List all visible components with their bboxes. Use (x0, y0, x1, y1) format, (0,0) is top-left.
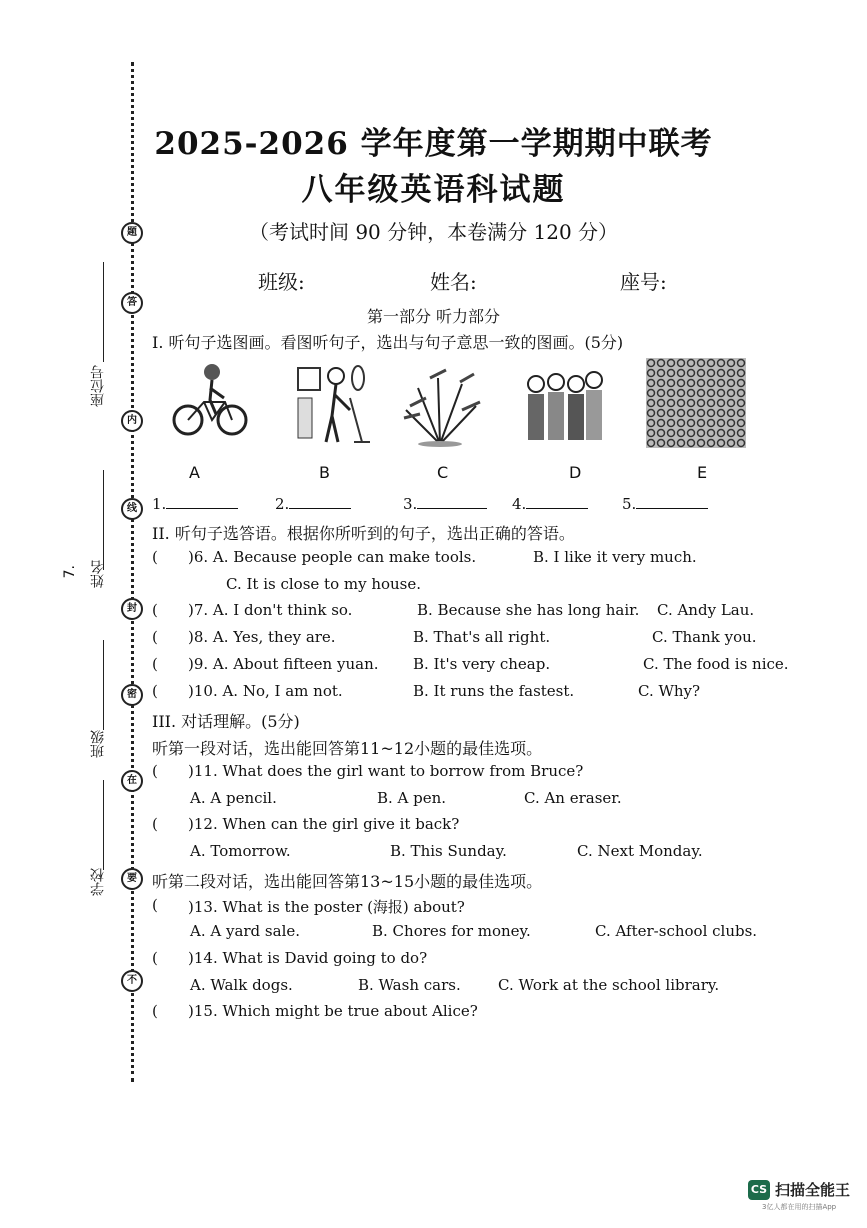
q9-option-c: C. The food is nice. (643, 655, 789, 673)
q7-option-a: )7. A. I don't think so. (188, 601, 353, 619)
paren-q6[interactable]: ( (152, 548, 158, 566)
seal-char: 答 (121, 292, 143, 314)
q14-option-a: A. Walk dogs. (190, 976, 293, 994)
q6-option-b: B. I like it very much. (533, 548, 697, 566)
paren-q15[interactable]: ( (152, 1002, 158, 1020)
school-line (103, 780, 104, 870)
q11-option-c: C. An eraser. (524, 789, 622, 807)
paren-q8[interactable]: ( (152, 628, 158, 646)
section3-title: III. 对话理解。(5分) (152, 712, 300, 731)
q13-question: )13. What is the poster (海报) about? (188, 898, 465, 916)
q14-question: )14. What is David going to do? (188, 949, 428, 967)
q6-option-a: )6. A. Because people can make tools. (188, 548, 477, 566)
class-line (103, 640, 104, 730)
picture-letter: B (319, 463, 330, 482)
q8-option-c: C. Thank you. (652, 628, 757, 646)
seal-char: 在 (121, 770, 143, 792)
q9-option-a: )9. A. About fifteen yuan. (188, 655, 379, 673)
scanner-logo-icon: CS (748, 1180, 770, 1200)
exam-title: 2025-2026 学年度第一学期期中联考 (154, 126, 713, 162)
seal-char: 不 (121, 970, 143, 992)
seat-field-label: 座号: (620, 270, 667, 294)
scanner-app-name: 扫描全能王 (775, 1181, 851, 1199)
section2-title: II. 听句子选答语。根据你所听到的句子，选出正确的答语。 (152, 524, 575, 543)
group-of-people-icon (524, 358, 606, 448)
q15-question: )15. Which might be true about Alice? (188, 1002, 478, 1020)
bamboo-plant-icon (400, 358, 482, 448)
seat-number-label: 座位号 (90, 365, 106, 407)
paren-q11[interactable]: ( (152, 762, 158, 780)
picture-letter: A (189, 463, 200, 482)
q11-question: )11. What does the girl want to borrow from Bruce? (188, 762, 584, 780)
class-label-vertical: 班级 (90, 730, 106, 758)
number-mark: 7. (62, 565, 78, 579)
paren-q14[interactable]: ( (152, 949, 158, 967)
q7-option-b: B. Because she has long hair. (417, 601, 640, 619)
q8-option-b: B. That's all right. (413, 628, 551, 646)
exam-subject-title: 八年级英语科试题 (301, 172, 566, 208)
q12-option-a: A. Tomorrow. (190, 842, 291, 860)
paren-q10[interactable]: ( (152, 682, 158, 700)
school-label: 学校 (90, 868, 106, 896)
sweeping-person-icon (292, 358, 370, 448)
name-line (103, 470, 104, 570)
seal-char: 题 (121, 222, 143, 244)
seal-char: 线 (121, 498, 143, 520)
seal-char: 封 (121, 598, 143, 620)
scanner-tagline: 3亿人都在用的扫描App (762, 1203, 837, 1211)
q13-option-c: C. After-school clubs. (595, 922, 758, 940)
q13-option-a: A. A yard sale. (190, 922, 301, 940)
q7-option-c: C. Andy Lau. (657, 601, 755, 619)
paren-q12[interactable]: ( (152, 815, 158, 833)
answer-blank-5[interactable]: 5. (622, 494, 708, 513)
q14-option-c: C. Work at the school library. (498, 976, 720, 994)
q11-option-b: B. A pen. (377, 789, 447, 807)
name-field-label: 姓名: (430, 270, 477, 294)
answer-blank-3[interactable]: 3. (403, 494, 487, 513)
q12-option-b: B. This Sunday. (390, 842, 507, 860)
answer-blank-2[interactable]: 2. (275, 494, 351, 513)
picture-letter: C (437, 463, 449, 482)
picture-letter: E (697, 463, 708, 482)
q10-option-a: )10. A. No, I am not. (188, 682, 343, 700)
name-label: 姓名 (90, 560, 106, 588)
paren-q13[interactable]: ( (152, 896, 158, 914)
q14-option-b: B. Wash cars. (358, 976, 461, 994)
q12-question: )12. When can the girl give it back? (188, 815, 460, 833)
q13-option-b: B. Chores for money. (372, 922, 531, 940)
answer-blank-1[interactable]: 1. (152, 494, 238, 513)
q10-option-c: C. Why? (638, 682, 701, 700)
dialogue2-intro: 听第二段对话，选出能回答第13~15小题的最佳选项。 (152, 872, 543, 891)
picture-letter: D (569, 463, 582, 482)
paren-q7[interactable]: ( (152, 601, 158, 619)
seal-char: 密 (121, 684, 143, 706)
seal-char: 内 (121, 410, 143, 432)
part1-title: 第一部分 听力部分 (366, 307, 501, 326)
q9-option-b: B. It's very cheap. (413, 655, 551, 673)
section1-title: I. 听句子选图画。看图听句子，选出与句子意思一致的图画。(5分) (152, 333, 624, 352)
q11-option-a: A. A pencil. (190, 789, 277, 807)
q12-option-c: C. Next Monday. (577, 842, 703, 860)
binding-dotted-line (131, 62, 134, 1082)
q6-option-c: C. It is close to my house. (226, 575, 422, 593)
class-field-label: 班级: (258, 270, 305, 294)
q10-option-b: B. It runs the fastest. (413, 682, 575, 700)
exam-time-info: （考试时间 90 分钟，本卷满分 120 分） (248, 220, 619, 244)
answer-blank-4[interactable]: 4. (512, 494, 588, 513)
seal-char: 要 (121, 868, 143, 890)
texture-pattern-icon (646, 358, 746, 448)
dialogue1-intro: 听第一段对话，选出能回答第11~12小题的最佳选项。 (152, 739, 543, 758)
q8-option-a: )8. A. Yes, they are. (188, 628, 336, 646)
cyclist-icon (170, 358, 250, 448)
paren-q9[interactable]: ( (152, 655, 158, 673)
